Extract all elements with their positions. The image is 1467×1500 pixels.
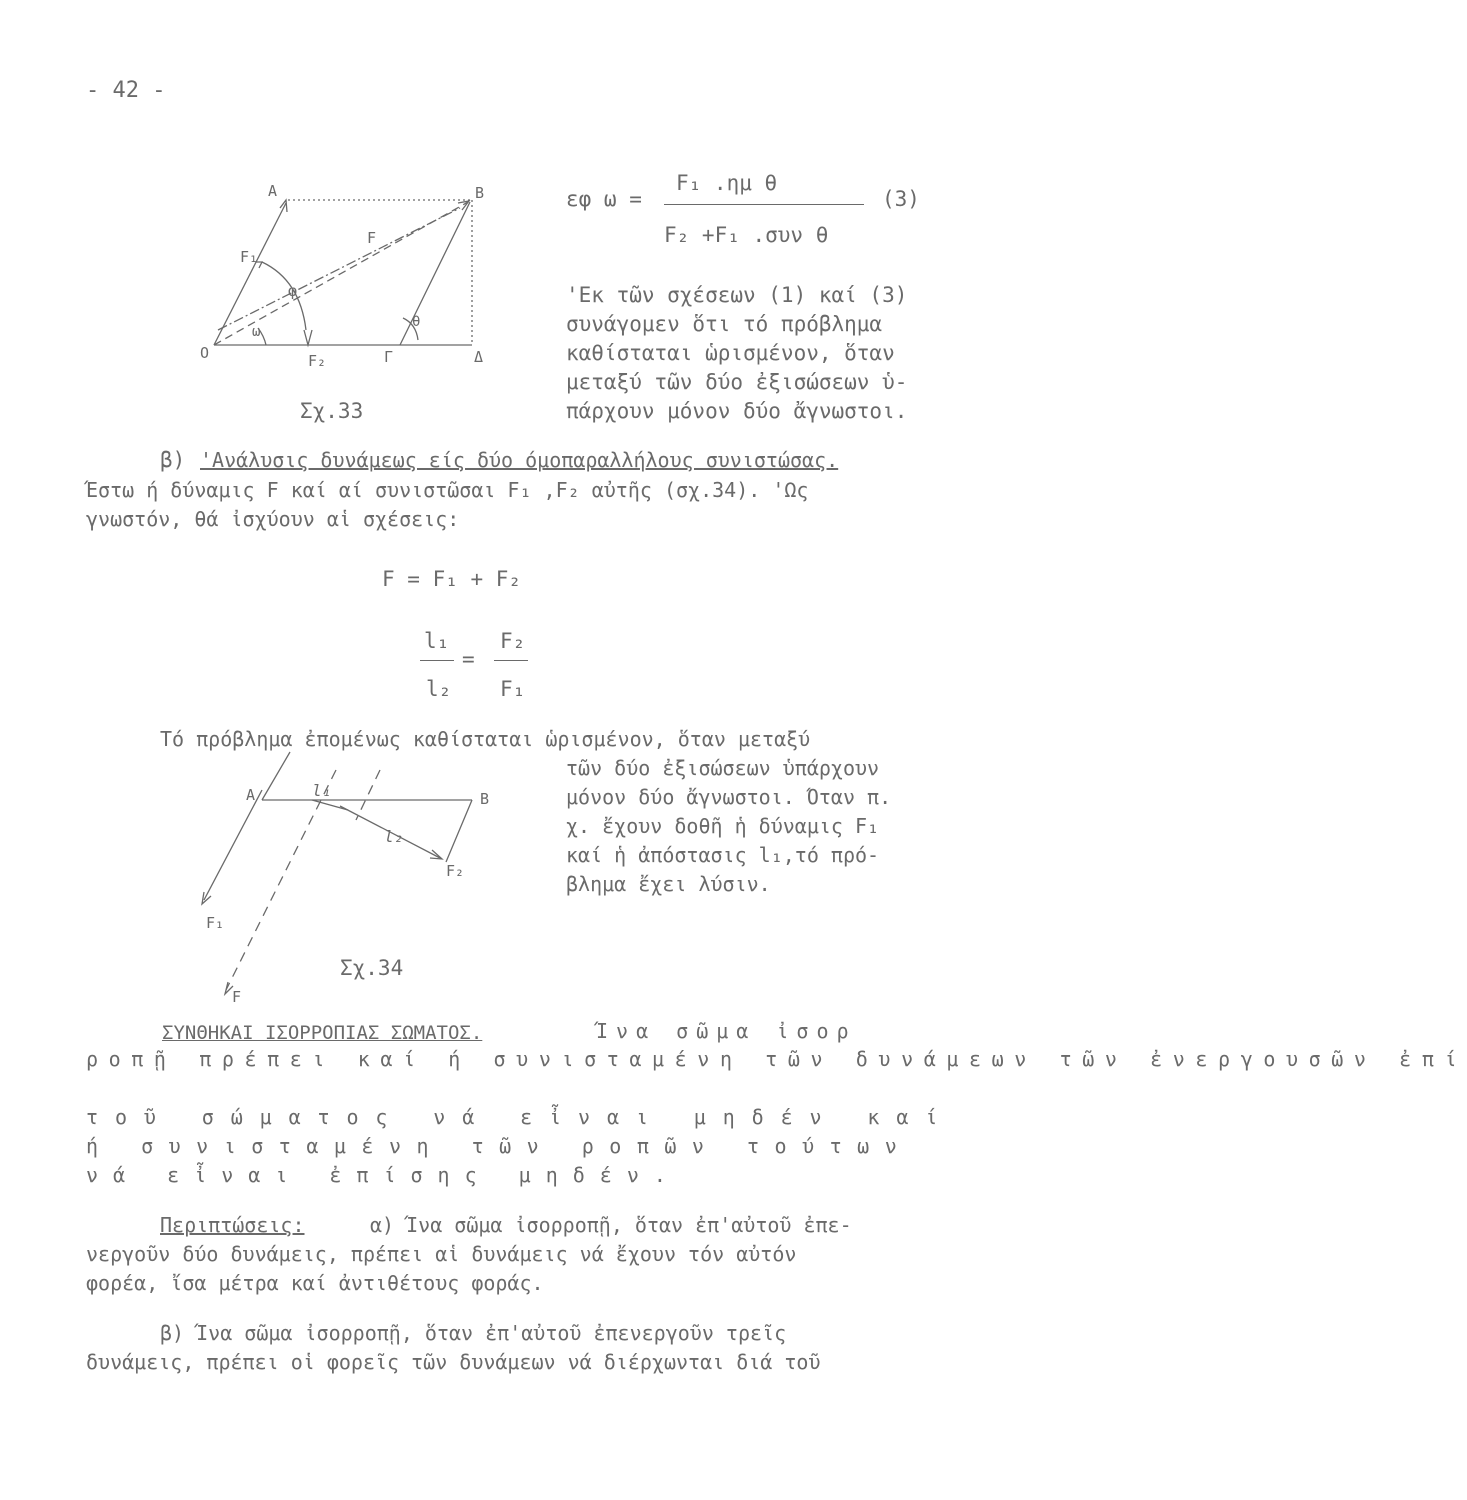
fig34-label-f1: F₁ <box>206 914 225 932</box>
page-number: - 42 - <box>86 78 166 103</box>
fig34-f1-arrowhead <box>202 892 211 904</box>
fig34-caption: Σχ.34 <box>340 956 404 980</box>
cases-a-line-3: φορέα, ἴσα μέτρα καί ἀντιθέτους φοράς. <box>86 1271 544 1295</box>
fig33-label-b: B <box>475 184 485 202</box>
equilibrium-line-1: Ίνα σῶμα ἰσορ <box>596 1019 857 1043</box>
fig33-label-omega: ω <box>252 324 261 340</box>
para1-line-3: καθίσταται ὡρισμένον, ὅταν <box>566 341 895 365</box>
fig33-label-delta: Δ <box>474 348 484 366</box>
para2-line-2: τῶν δύο ἐξισώσεων ὑπάρχουν <box>566 756 880 780</box>
fig34-label-a: A <box>246 786 256 804</box>
para2-line-4: χ. ἔχουν δοθῆ ἡ δύναμις F₁ <box>566 814 880 838</box>
fig33-label-f2: F₂ <box>308 352 327 370</box>
cases-b-line-1: β) Ίνα σῶμα ἰσορροπῇ, ὅταν ἐπ'αὐτοῦ ἐπενεργοῦν τρεῖς <box>160 1321 787 1345</box>
fig34-label-f: F <box>232 988 242 1006</box>
section-b-prefix: β) <box>160 448 186 472</box>
cases-b-line-2: δυνάμεις, πρέπει οἱ φορεῖς τῶν δυνάμεων νά διέρχωνται διά τοῦ <box>86 1350 821 1374</box>
equilibrium-line-4: ή συνισταμένη τῶν ροπῶν τούτων <box>86 1134 913 1158</box>
fig33-label-f1: F₁ <box>240 248 259 266</box>
fig33-label-gamma: Γ <box>384 348 394 366</box>
fig33-label-f: F <box>367 229 377 247</box>
fig34-resultant-line <box>226 770 336 990</box>
para1-line-1: 'Εκ τῶν σχέσεων (1) καί (3) <box>566 283 908 307</box>
fig34-line-b <box>446 800 472 862</box>
fig33-label-o: O <box>200 344 210 362</box>
eq-ratio-num-right: F₂ <box>500 629 526 653</box>
fig33-caption: Σχ.33 <box>300 399 364 423</box>
fig34-f1-vector <box>204 790 262 900</box>
section-b-line-2: γνωστόν, θά ἰσχύουν αἱ σχέσεις: <box>86 507 460 531</box>
para1-line-4: μεταξύ τῶν δύο ἐξισώσεων ὑ- <box>566 370 908 394</box>
section-b-line-1: Έστω ή δύναμις F καί αί συνιστῶσαι F₁ ,F₂ αὐτῆς (σχ.34). 'Ως <box>86 478 809 502</box>
fig34-label-l1: l₁ <box>312 781 332 800</box>
fig34-line-ext <box>262 752 290 800</box>
cases-heading: Περιπτώσεις: <box>160 1213 305 1237</box>
cases-a-line-2: νεργοῦν δύο δυνάμεις, πρέπει αἱ δυνάμεις νά ἔχουν τόν αὐτόν <box>86 1242 797 1266</box>
para2-line-5: καί ἡ ἀπόστασις l₁,τό πρό- <box>566 843 880 867</box>
formula3-number: (3) <box>882 187 920 211</box>
para1-line-2: συνάγομεν ὅτι τό πρόβλημα <box>566 312 883 336</box>
formula3-denominator: F₂ +F₁ .συν θ <box>664 223 829 247</box>
fig34-label-l2: l₂ <box>384 827 404 846</box>
para2-line-6: βλημα ἔχει λύσιν. <box>566 872 771 896</box>
para1-line-5: πάρχουν μόνον δύο ἄγνωστοι. <box>566 399 908 423</box>
eq-ratio-den-left: l₂ <box>426 677 452 701</box>
equilibrium-line-2: ροπῇ πρέπει καί ή συνισταμένη τῶν δυνάμεων τῶν ἐνεργουσῶν ἐπί <box>86 1047 1467 1071</box>
eq-sum: F = F₁ + F₂ <box>382 567 522 591</box>
formula3-lhs: εφ ω = <box>566 187 642 211</box>
eq-ratio-num-left: l₁ <box>424 629 450 653</box>
formula3-numerator: F₁ .ημ θ <box>676 171 778 195</box>
fig34-f2-arrowhead <box>430 850 442 859</box>
para2-line-1: Τό πρόβλημα ἐπομένως καθίσταται ὡρισμένον, ὅταν μεταξύ <box>160 727 811 751</box>
section-b-heading: 'Ανάλυσις δυνάμεως είς δύο όμοπαραλλήλους συνιστώσας. <box>200 448 839 472</box>
fig34-label-f2: F₂ <box>446 862 465 880</box>
fig34-label-b: B <box>480 790 490 808</box>
eq-ratio-equals: = <box>462 647 475 671</box>
cases-a-line-1: α) Ίνα σῶμα ἰσορροπῇ, ὅταν ἐπ'αὐτοῦ ἐπε- <box>370 1213 852 1237</box>
fig33-label-theta: θ <box>412 314 421 330</box>
fig34-dashed-short <box>356 770 380 820</box>
equilibrium-heading: ΣΥΝΘΗΚΑΙ ΙΣΟΡΡΟΠΙΑΣ ΣΩΜΑΤΟΣ. <box>162 1022 483 1044</box>
fig33-label-phi: φ <box>288 282 298 300</box>
eq-ratio-den-right: F₁ <box>500 677 526 701</box>
fig33-label-a: A <box>268 182 278 200</box>
equilibrium-line-5: νά εἶναι ἐπίσης μηδέν. <box>86 1163 681 1187</box>
equilibrium-line-3: τοῦ σώματος νά εἶναι μηδέν καί <box>86 1105 955 1129</box>
para2-line-3: μόνον δύο ἄγνωστοι. Όταν π. <box>566 785 892 809</box>
